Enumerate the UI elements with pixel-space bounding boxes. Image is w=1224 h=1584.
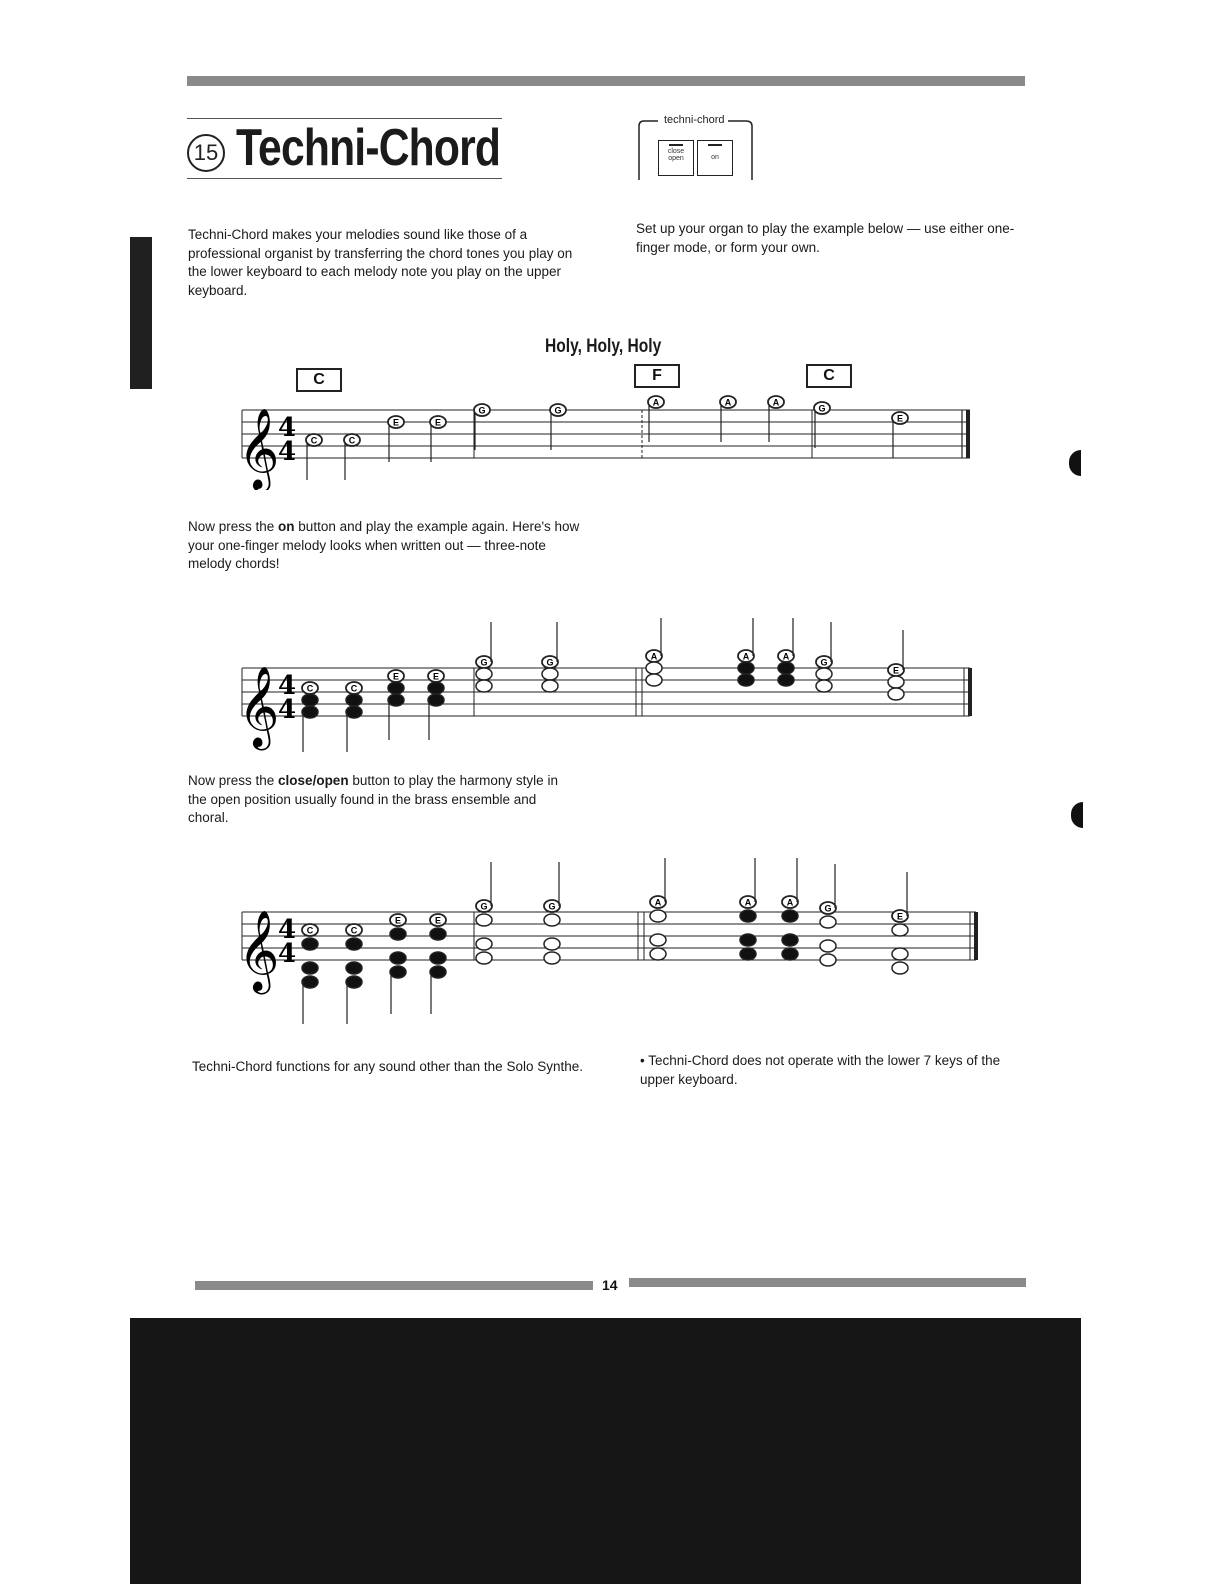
svg-text:A: A bbox=[772, 397, 780, 408]
chord-tone-mid-1 bbox=[346, 694, 362, 706]
para3-after: button to play the harmony style in the open position usually found in the brass ensemble and choral. bbox=[188, 773, 558, 825]
chord-box-c1: C bbox=[296, 368, 342, 392]
svg-text:C: C bbox=[310, 435, 318, 446]
staff-melody bbox=[236, 380, 976, 490]
song-title: Holy, Holy, Holy bbox=[545, 336, 662, 357]
melody-note-3 bbox=[428, 670, 444, 682]
melody-note-7 bbox=[740, 896, 756, 908]
melody-note-3 bbox=[430, 914, 446, 926]
melody-note-2 bbox=[388, 670, 404, 682]
open-tone-2-9 bbox=[820, 916, 836, 928]
melody-note-6 bbox=[648, 396, 664, 408]
on-label: on bbox=[711, 154, 719, 161]
open-tone-4-1 bbox=[346, 976, 362, 988]
melody-note-9 bbox=[820, 902, 836, 914]
chord-tone-mid-0 bbox=[302, 694, 318, 706]
melody-note-1 bbox=[346, 682, 362, 694]
melody-note-8 bbox=[782, 896, 798, 908]
bottom-rule-left bbox=[195, 1281, 593, 1290]
svg-text:E: E bbox=[392, 417, 400, 428]
chord-tone-low-1 bbox=[346, 706, 362, 718]
svg-text:C: C bbox=[350, 683, 358, 694]
melody-note-3 bbox=[430, 416, 446, 428]
melody-note-10 bbox=[892, 412, 908, 424]
page-number: 14 bbox=[602, 1277, 618, 1293]
treble-clef-icon: 𝄞 bbox=[238, 407, 280, 489]
melody-note-9 bbox=[814, 402, 830, 414]
svg-text:E: E bbox=[434, 915, 442, 926]
open-tone-3-7 bbox=[740, 934, 756, 946]
svg-text:A: A bbox=[786, 897, 794, 908]
svg-text:C: C bbox=[350, 925, 358, 936]
setup-paragraph: Set up your organ to play the example below — use either one-finger mode, or form your own. bbox=[636, 221, 1015, 255]
melody-note-0 bbox=[306, 434, 322, 446]
melody-note-4 bbox=[476, 900, 492, 912]
margin-tab-1 bbox=[1069, 450, 1081, 476]
chord-tone-low-3 bbox=[428, 694, 444, 706]
open-tone-4-5 bbox=[544, 952, 560, 964]
section-marker-bar bbox=[130, 237, 152, 389]
open-tone-2-4 bbox=[476, 914, 492, 926]
svg-text:E: E bbox=[896, 911, 904, 922]
page-title: Techni-Chord bbox=[236, 119, 501, 177]
chord-tone-low-0 bbox=[302, 706, 318, 718]
melody-note-6 bbox=[646, 650, 662, 662]
intro-paragraph: Techni-Chord makes your melodies sound like those of a professional organist by transferring the chord tones you play on the lower keyboard to each melody note you play on the upper keyboard. bbox=[188, 227, 573, 298]
open-tone-4-2 bbox=[390, 966, 406, 978]
close-label: close bbox=[667, 148, 685, 155]
para3-bold: close/open bbox=[278, 773, 349, 788]
melody-note-5 bbox=[542, 656, 558, 668]
svg-text:G: G bbox=[824, 903, 832, 914]
svg-text:A: A bbox=[782, 651, 790, 662]
melody-note-10 bbox=[888, 664, 904, 676]
chord-box-f: F bbox=[634, 364, 680, 388]
para2-bold: on bbox=[278, 519, 295, 534]
open-tone-2-7 bbox=[740, 910, 756, 922]
svg-text:G: G bbox=[546, 657, 554, 668]
melody-note-7 bbox=[738, 650, 754, 662]
open-tone-4-6 bbox=[650, 948, 666, 960]
svg-text:G: G bbox=[548, 901, 556, 912]
chord-tone-low-4 bbox=[476, 680, 492, 692]
melody-note-2 bbox=[388, 416, 404, 428]
open-tone-2-5 bbox=[544, 914, 560, 926]
melody-note-5 bbox=[544, 900, 560, 912]
chord-tone-mid-2 bbox=[388, 682, 404, 694]
open-tone-2-6 bbox=[650, 910, 666, 922]
on-button-paragraph bbox=[188, 518, 580, 574]
open-chord-notes bbox=[302, 858, 908, 1024]
svg-text:E: E bbox=[392, 671, 400, 682]
open-tone-2-3 bbox=[430, 928, 446, 940]
svg-text:A: A bbox=[742, 651, 750, 662]
para2-before: Now press the bbox=[188, 519, 279, 534]
open-tone-3-2 bbox=[390, 952, 406, 964]
title-rule-bottom bbox=[187, 178, 502, 179]
melody-note-5 bbox=[550, 404, 566, 416]
open-label: open bbox=[668, 155, 684, 162]
melody-note-8 bbox=[768, 396, 784, 408]
close-chord-notes bbox=[302, 618, 904, 752]
open-tone-3-3 bbox=[430, 952, 446, 964]
close-open-paragraph bbox=[188, 772, 580, 828]
time-sig-top: 4 bbox=[278, 915, 297, 945]
time-sig-top: 4 bbox=[278, 671, 297, 701]
chord-tone-mid-10 bbox=[888, 676, 904, 688]
time-sig-bottom: 4 bbox=[278, 939, 297, 969]
chord-tone-low-9 bbox=[816, 680, 832, 692]
staff-open-chords bbox=[236, 858, 981, 1038]
svg-text:G: G bbox=[554, 405, 562, 416]
svg-text:E: E bbox=[434, 417, 442, 428]
open-tone-3-10 bbox=[892, 948, 908, 960]
svg-text:E: E bbox=[432, 671, 440, 682]
melody-note-6 bbox=[650, 896, 666, 908]
staff-close-chords bbox=[236, 618, 976, 768]
melody-note-8 bbox=[778, 650, 794, 662]
on-button[interactable] bbox=[697, 140, 733, 176]
chord-tone-mid-5 bbox=[542, 668, 558, 680]
footer-note-right: • Techni-Chord does not operate with the lower 7 keys of the upper keyboard. bbox=[640, 1053, 1001, 1087]
chord-tone-low-6 bbox=[646, 674, 662, 686]
time-sig-bottom: 4 bbox=[278, 437, 297, 467]
scan-dark-band bbox=[130, 1318, 1081, 1584]
open-tone-2-0 bbox=[302, 938, 318, 950]
chord-tone-mid-6 bbox=[646, 662, 662, 674]
panel-label: techni-chord bbox=[664, 114, 725, 126]
open-tone-4-7 bbox=[740, 948, 756, 960]
melody-note-4 bbox=[476, 656, 492, 668]
time-sig-bottom: 4 bbox=[278, 695, 297, 725]
open-tone-3-5 bbox=[544, 938, 560, 950]
melody-note-7 bbox=[720, 396, 736, 408]
svg-text:G: G bbox=[480, 657, 488, 668]
svg-text:G: G bbox=[480, 901, 488, 912]
open-tone-3-4 bbox=[476, 938, 492, 950]
svg-text:E: E bbox=[896, 413, 904, 424]
melody-note-1 bbox=[344, 434, 360, 446]
svg-text:E: E bbox=[394, 915, 402, 926]
chord-tone-mid-3 bbox=[428, 682, 444, 694]
svg-text:A: A bbox=[724, 397, 732, 408]
para3-before: Now press the bbox=[188, 773, 279, 788]
open-tone-3-0 bbox=[302, 962, 318, 974]
chord-tone-low-5 bbox=[542, 680, 558, 692]
chord-tone-mid-4 bbox=[476, 668, 492, 680]
open-tone-2-10 bbox=[892, 924, 908, 936]
chord-tone-mid-9 bbox=[816, 668, 832, 680]
time-sig-top: 4 bbox=[278, 413, 297, 443]
melody-note-9 bbox=[816, 656, 832, 668]
open-tone-4-0 bbox=[302, 976, 318, 988]
chord-tone-low-8 bbox=[778, 674, 794, 686]
bottom-rule-right bbox=[629, 1278, 1026, 1287]
svg-text:C: C bbox=[348, 435, 356, 446]
open-tone-4-10 bbox=[892, 962, 908, 974]
svg-text:A: A bbox=[654, 897, 662, 908]
open-tone-4-3 bbox=[430, 966, 446, 978]
melody-note-4 bbox=[474, 404, 490, 416]
svg-text:G: G bbox=[478, 405, 486, 416]
open-tone-3-8 bbox=[782, 934, 798, 946]
melody-notes bbox=[306, 396, 908, 480]
footer-note-left: Techni-Chord functions for any sound other than the Solo Synthe. bbox=[192, 1059, 583, 1074]
open-tone-2-2 bbox=[390, 928, 406, 940]
svg-text:G: G bbox=[820, 657, 828, 668]
svg-text:E: E bbox=[892, 665, 900, 676]
treble-clef-icon: 𝄞 bbox=[238, 665, 280, 747]
svg-text:A: A bbox=[652, 397, 660, 408]
chord-tone-mid-7 bbox=[738, 662, 754, 674]
open-tone-3-1 bbox=[346, 962, 362, 974]
melody-note-2 bbox=[390, 914, 406, 926]
open-tone-2-8 bbox=[782, 910, 798, 922]
open-tone-3-6 bbox=[650, 934, 666, 946]
open-tone-4-8 bbox=[782, 948, 798, 960]
chord-box-c2: C bbox=[806, 364, 852, 388]
close-open-button[interactable] bbox=[658, 140, 694, 176]
open-tone-3-9 bbox=[820, 940, 836, 952]
svg-text:A: A bbox=[650, 651, 658, 662]
melody-note-10 bbox=[892, 910, 908, 922]
chord-tone-mid-8 bbox=[778, 662, 794, 674]
melody-note-1 bbox=[346, 924, 362, 936]
open-tone-2-1 bbox=[346, 938, 362, 950]
svg-text:G: G bbox=[818, 403, 826, 414]
margin-tab-2 bbox=[1071, 802, 1083, 828]
section-number-badge: 15 bbox=[187, 134, 225, 172]
svg-text:C: C bbox=[306, 683, 314, 694]
chord-tone-low-2 bbox=[388, 694, 404, 706]
svg-text:C: C bbox=[306, 925, 314, 936]
melody-note-0 bbox=[302, 682, 318, 694]
para2-after: button and play the example again. Here's how your one-finger melody looks when written out — three-note melody chords! bbox=[188, 519, 580, 571]
open-tone-4-9 bbox=[820, 954, 836, 966]
title-rule-top bbox=[187, 118, 502, 119]
treble-clef-icon: 𝄞 bbox=[238, 909, 280, 991]
top-rule bbox=[187, 76, 1025, 86]
open-tone-4-4 bbox=[476, 952, 492, 964]
melody-note-0 bbox=[302, 924, 318, 936]
svg-text:A: A bbox=[744, 897, 752, 908]
chord-tone-low-7 bbox=[738, 674, 754, 686]
chord-tone-low-10 bbox=[888, 688, 904, 700]
